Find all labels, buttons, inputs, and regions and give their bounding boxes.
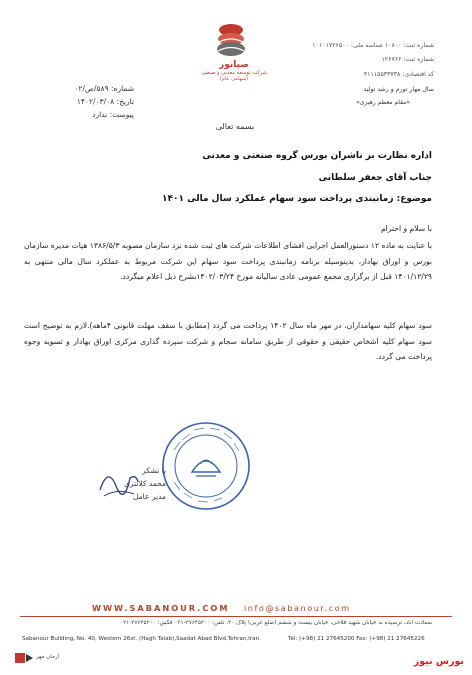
letter-attachment: پیوست: ندارد: [92, 110, 134, 119]
economic-code: کد اقتصادی: ۴۱۱۱۵۵۳۳۷۳۸: [363, 71, 434, 78]
corner-mark-icon: [14, 650, 34, 666]
logo-text-block: [196, 60, 272, 82]
signer-name: محمد کلانتری: [124, 479, 166, 488]
year-slogan: سال مهار تورم و رشد تولید: [363, 86, 434, 93]
corner-mark-text: آرمان مهر: [36, 654, 60, 660]
registration-number: شماره ثبت: ۱۰۸۰۰ شناسه ملی: ۱۰۱۰۱۷۲۶۵۰۰: [312, 42, 434, 49]
basmala: بسمه تعالی: [215, 122, 255, 131]
letter-subject: موضوع: زمانبندی پرداخت سود سهام عملکرد سال مالی ۱۴۰۱: [161, 194, 432, 204]
logo-subtitle-2: (سهامی عام): [220, 76, 248, 82]
body-paragraph-2: سود سهام کلیه سهامداران، در مهر ماه سال ۱۴۰۲ پرداخت می گردد (مطابق با سقف مهلت قانونی ۴ماهه).لازم به توضیح است سود سهام کلیه اشخاص حقیقی و حقوقی از طریق سامانه سجام و شرکت سپرده گذاری مرکزی اوراق بهادار و تسویه وجوه پرداخت می گردد.: [24, 321, 432, 361]
slogan-reference: «مقام معظم رهبری»: [356, 99, 410, 106]
footer-phone-en: Tel: (+98) 21 27645200 Fax: (+98) 21 27645226: [288, 636, 425, 642]
handwritten-signature-icon: [96, 460, 142, 504]
footer-address-en: Sabanour Building, No. 40, Western 26st. (Hagh Talab),Saadat Abad Blvd,Tehran,Iran.: [22, 636, 261, 642]
logo-name: صبانور: [219, 60, 249, 70]
body-paragraph-1: با عنایت به ماده ۱۲ دستورالعمل اجرایی افشای اطلاعات شرکت های ثبت شده نزد سازمان مصوبه ۱۳۸۶/۵/۳ هیات مدیره سازمان بورس و اوراق بهادار، بدینوسیله برنامه زمانبندی پرداخت سود سهام این شرکت مربوط به عملکرد سال مالی منتهی به ۱۴۰۱/۱۲/۲۹ قبل از برگزاری مجمع عمومی عادی سالیانه مورخ ۱۴۰۲/۰۳/۲۴بشرح ذیل اعلام میگردد.: [24, 241, 433, 281]
signer-title: مدیر عامل: [132, 492, 166, 501]
greeting: با سلام و احترام: [380, 224, 432, 233]
bourse-news-watermark: بورس نیوز: [413, 656, 464, 667]
national-id: شماره ثبت: ۱۲۶۷۶۶: [381, 56, 434, 63]
addressee-office: اداره نظارت بر ناشران بورس گروه صنعتی و معدنی: [202, 151, 432, 161]
footer-address-fa: سعادت آباد، ترسیده به خیابان شهید فلاحی، خیابان بیست و ششم (ضلع غربی) پلاک ۴۰، تلفن: ۲۷۶۴۵۲۰۰-۰۲۱ فکس: ۲۷۶۴۵۲۰۰-۰۲۱: [120, 620, 432, 626]
footer-email[interactable]: info@sabanour.com: [244, 603, 351, 613]
footer-website[interactable]: WWW.SABANOUR.COM: [92, 603, 230, 613]
closing: با تشکر: [142, 466, 166, 475]
logo-subtitle: شرکت توسعه معدنی و صنعتی: [201, 70, 267, 76]
addressee-person: جناب آقای جعفر سلطانی: [318, 173, 432, 183]
letter-date: تاریخ: ۱۴۰۲/۰۳/۰۸: [76, 97, 134, 106]
company-stamp-icon: [160, 420, 252, 512]
footer-divider: [20, 616, 452, 617]
letter-number: شماره: ۵۸۹/ص/۰۲: [74, 84, 134, 93]
sabanour-logo-icon: [216, 22, 246, 58]
corner-mark: [14, 650, 60, 670]
